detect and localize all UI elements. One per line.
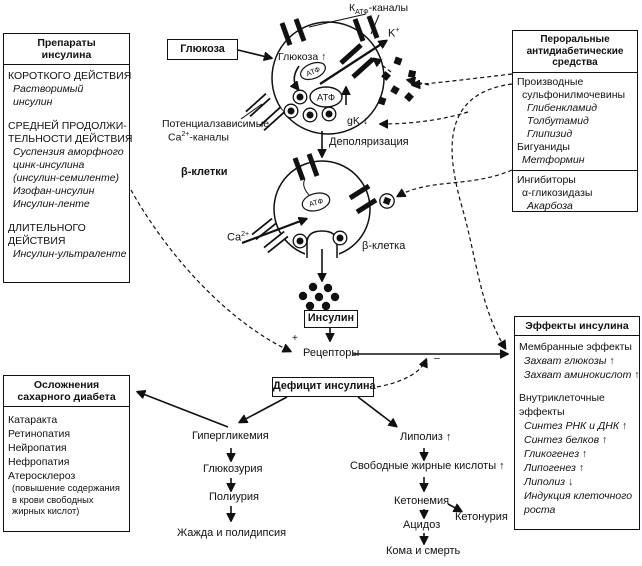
list-item: Глибенкламид bbox=[527, 101, 598, 114]
list-item: сульфонилмочевины bbox=[522, 88, 626, 101]
gk-label: gK ↓ bbox=[347, 115, 369, 127]
list-item: ТЕЛЬНОСТИ ДЕЙСТВИЯ bbox=[8, 133, 133, 145]
list-item: ДЕЙСТВИЯ bbox=[8, 235, 66, 247]
hyperglycemia-label: Гипергликемия bbox=[192, 430, 269, 442]
list-item: Липогенез ↑ bbox=[524, 462, 585, 474]
list-item: СРЕДНЕЙ ПРОДОЛЖИ- bbox=[8, 120, 127, 132]
list-item: Изофан-инсулин bbox=[13, 185, 95, 197]
insulin-granules bbox=[299, 283, 339, 310]
list-item: ДЛИТЕЛЬНОГО bbox=[8, 222, 86, 234]
list-item: роста bbox=[524, 504, 556, 516]
lipolysis-label: Липолиз ↑ bbox=[400, 431, 452, 443]
list-item: Глипизид bbox=[527, 127, 573, 140]
insulin-effects-title: Эффекты инсулина bbox=[515, 317, 639, 336]
oral-to-effects-dashed bbox=[452, 84, 512, 348]
oral-agents-list bbox=[513, 73, 637, 213]
ffa-label: Свободные жирные кислоты ↑ bbox=[350, 460, 505, 472]
thirst-label: Жажда и полидипсия bbox=[177, 527, 287, 539]
list-item: Мембранные эффекты bbox=[519, 341, 632, 353]
list-item: Метформин bbox=[522, 153, 585, 166]
k-efflux-arrow bbox=[320, 41, 386, 84]
insulin-preparations-box bbox=[3, 33, 133, 283]
oral-to-channel-dashed bbox=[413, 74, 512, 85]
plus-sign: + bbox=[292, 333, 298, 344]
beta-cell-2 bbox=[242, 154, 394, 280]
atp-label: АТФ bbox=[316, 92, 336, 104]
list-item: Растворимый bbox=[13, 83, 84, 95]
insulin-effects-list bbox=[515, 336, 639, 517]
ca-channels-label: $Ca^{2+}$-каналы bbox=[168, 131, 229, 144]
list-item: Катаракта bbox=[8, 414, 58, 426]
list-item: Суспензия аморфного bbox=[13, 146, 124, 158]
insulin-effects-box bbox=[514, 316, 640, 530]
list-item: Акарбоза bbox=[527, 199, 573, 212]
list-item: эффекты bbox=[519, 406, 565, 418]
oral-agents-box bbox=[512, 30, 638, 212]
oral-to-gk-dashed bbox=[381, 112, 468, 124]
list-item: Захват глюкозы ↑ bbox=[524, 355, 615, 367]
complications-box bbox=[3, 375, 130, 532]
glucose-inside-label: Глюкоза ↑ bbox=[278, 51, 327, 63]
list-item: Атеросклероз bbox=[8, 470, 76, 482]
list-item: Захват аминокислот ↑ bbox=[524, 369, 640, 381]
list-item: Бигуаниды bbox=[517, 140, 570, 153]
divider bbox=[513, 170, 637, 171]
list-item: Синтез РНК и ДНК ↑ bbox=[524, 420, 628, 432]
beta-cell-label: β-клетка bbox=[362, 240, 406, 252]
ca-ion-label: $Ca^{2+}$ bbox=[227, 231, 250, 244]
list-item: (инсулин-семиленте) bbox=[13, 172, 120, 184]
katp-channels-label: $К_{АТФ}$-каналы bbox=[349, 2, 409, 17]
insulin-deficit-box: Дефицит инсулина bbox=[272, 377, 374, 397]
minus-sign: – bbox=[434, 352, 440, 364]
list-item: Нейропатия bbox=[8, 442, 67, 454]
beta-cells-label: β-клетки bbox=[181, 166, 228, 178]
list-item: инсулин bbox=[13, 96, 53, 108]
glucose-box: Глюкоза bbox=[167, 39, 238, 60]
depolarization-label: Деполяризация bbox=[329, 136, 409, 148]
to-complications-arrow bbox=[138, 392, 228, 427]
list-item: цинк-инсулина bbox=[13, 159, 85, 171]
list-item: Гликогенез ↑ bbox=[524, 448, 588, 460]
list-item: Производные bbox=[517, 75, 584, 88]
insulin-box: Инсулин bbox=[304, 310, 358, 328]
complications-list bbox=[4, 407, 129, 518]
insulin-preparations-title: Препараты инсулина bbox=[4, 34, 129, 65]
glucosuria-label: Глюкозурия bbox=[203, 463, 263, 475]
list-item: Ретинопатия bbox=[8, 428, 71, 440]
coma-label: Кома и смерть bbox=[386, 545, 461, 557]
list-item: α-гликозидазы bbox=[522, 186, 593, 199]
list-item: Ингибиторы bbox=[517, 173, 576, 186]
ketonuria-label: Кетонурия bbox=[455, 511, 508, 523]
deficit-inhibits-dashed bbox=[377, 360, 426, 387]
ketonemia-label: Кетонемия bbox=[394, 495, 450, 507]
list-item: Нефропатия bbox=[8, 456, 70, 468]
complications-title: Осложнения сахарного диабета bbox=[4, 376, 129, 407]
receptors-label: Рецепторы bbox=[303, 347, 360, 359]
list-item-note: (повышение содержания bbox=[12, 483, 120, 493]
polyuria-label: Полиурия bbox=[209, 491, 259, 503]
ca-channel-icon bbox=[254, 221, 286, 250]
oral-to-cell2-dashed bbox=[398, 170, 512, 196]
preparations-to-receptors-dashed bbox=[131, 190, 290, 351]
list-item: Синтез белков ↑ bbox=[524, 434, 608, 446]
atp-label: АТФ bbox=[307, 196, 325, 209]
voltage-gated-label: Потенциалзависимые bbox=[162, 118, 270, 130]
list-item-note: жирных кислот) bbox=[12, 506, 80, 516]
list-item: Индукция клеточного bbox=[524, 490, 633, 502]
glucose-entry-arrow bbox=[238, 50, 271, 58]
insulin-preparations-list bbox=[4, 65, 133, 261]
list-item: Толбутамид bbox=[527, 114, 589, 127]
acidosis-label: Ацидоз bbox=[403, 519, 441, 531]
list-item: Внутриклеточные bbox=[519, 392, 605, 404]
atp-label: АТФ bbox=[304, 64, 322, 79]
list-item: КОРОТКОГО ДЕЙСТВИЯ bbox=[8, 70, 132, 82]
list-item-note: в крови свободных bbox=[12, 494, 94, 505]
list-item: Инсулин-ленте bbox=[13, 198, 90, 210]
list-item: Инсулин-ультраленте bbox=[13, 248, 127, 260]
k-plus-label: K+ bbox=[388, 27, 400, 40]
oral-agents-title: Пероральные антидиабетические средства bbox=[513, 31, 637, 73]
list-item: Липолиз ↓ bbox=[524, 476, 574, 488]
